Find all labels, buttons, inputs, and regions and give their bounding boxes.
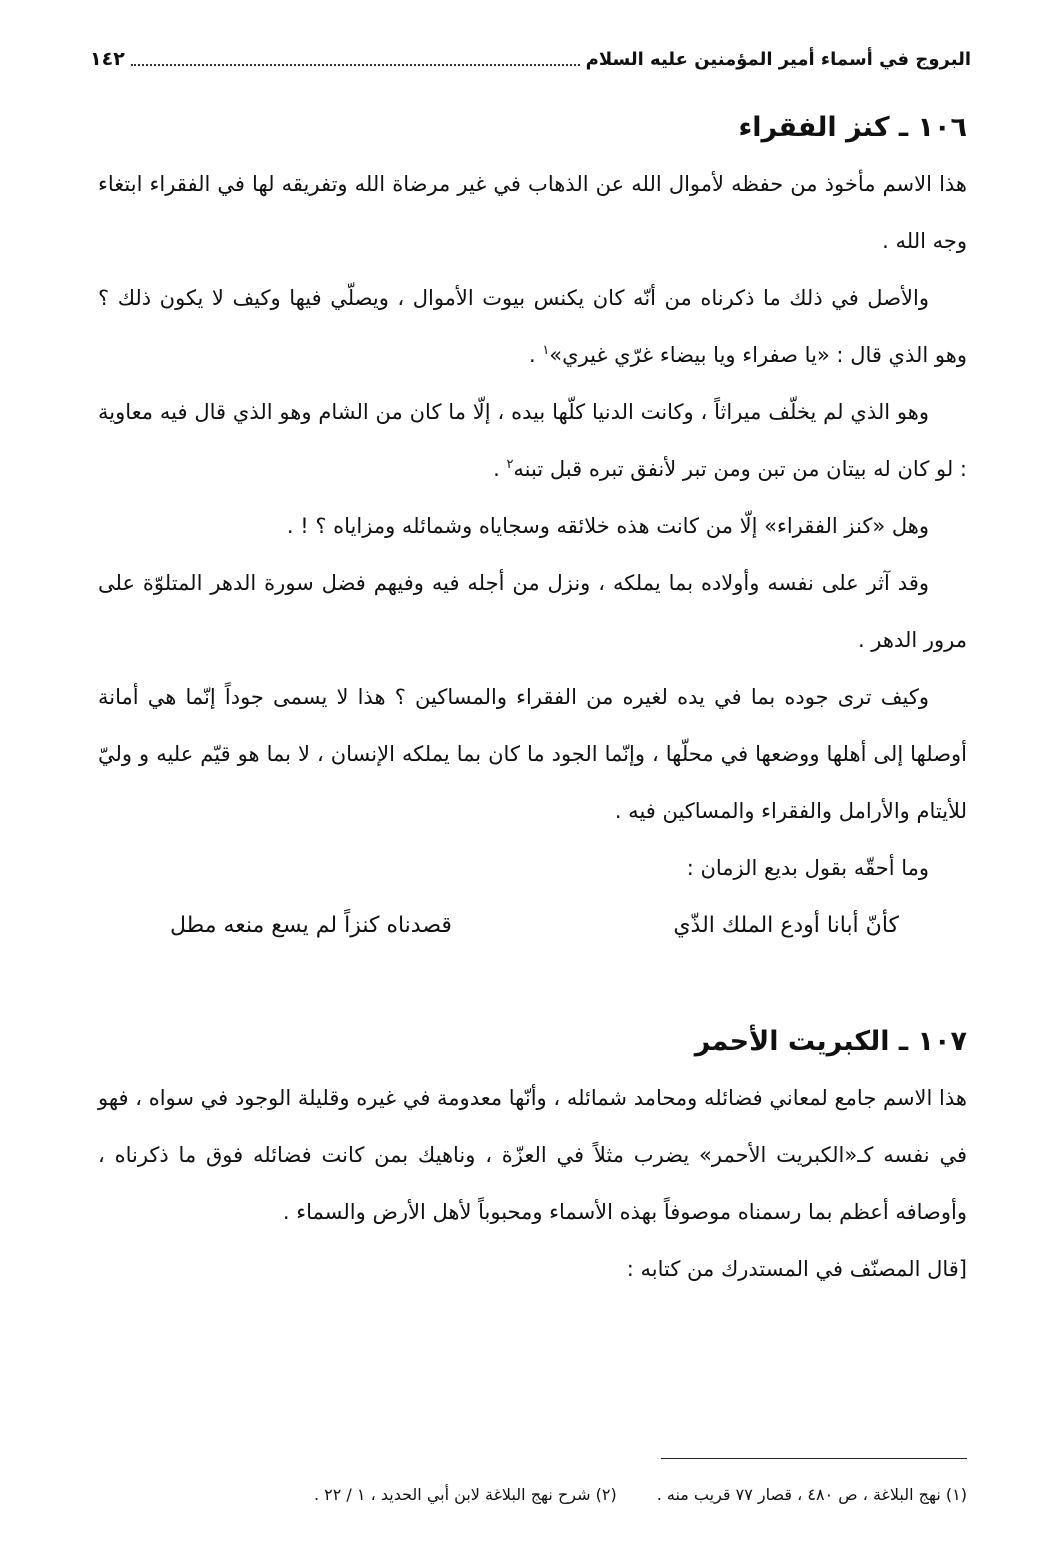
section-106-paragraph-2 [98,270,967,384]
paragraph-2-text: والأصل في ذلك ما ذكرناه من أنّه كان يكنس بيوت الأموال ، ويصلّي فيها وكيف لا يكون ذلك ؟ وهو الذي قال : «يا صفراء ويا بيضاء غرّي غيري» [98,286,967,367]
section-106-heading: ١٠٦ ـ كنز الفقراء [738,112,967,143]
section-106-paragraph-1: هذا الاسم مأخوذ من حفظه لأموال الله عن الذهاب في غير مرضاة الله وتفريقه لها في الفقراء ابتغاء وجه الله . [98,172,967,253]
paragraph-3-text: وهو الذي لم يخلّف ميراثاً ، وكانت الدنيا كلّها بيده ، إلّا ما كان من الشام وهو الذي قال فيه معاوية : لو كان له بيتان من تبن ومن تبر لأنفق تبره قبل تبنه [98,400,967,481]
paragraph-2-end: . [528,343,543,367]
section-107-paragraph-2: [قال المصنّف في المستدرك من كتابه : [626,1257,967,1281]
page-body [98,100,967,1298]
footnote-2: (٢) شرح نهج البلاغة لابن أبي الحديد ، ١ / ٢٢ . [313,1485,617,1504]
section-107-heading: ١٠٧ ـ الكبريت الأحمر [694,1026,967,1057]
section-106-paragraph-5: وقد آثر على نفسه وأولاده بما يملكه ، ونزل من أجله فيه وفيهم فضل سورة الدهر المتلوّة على مرور الدهر . [98,571,967,652]
book-title: البروج في أسماء أمير المؤمنين عليه السلام [585,48,971,70]
section-106-paragraph-7: وما أحقّه بقول بديع الزمان : [686,856,929,880]
paragraph-3-end: . [493,457,507,481]
page-number: ١٤٢ [90,48,125,70]
footnote-1: (١) نهج البلاغة ، ص ٤٨٠ ، قصار ٧٧ قريب منه . [656,1485,967,1504]
header-leader-dots [131,64,580,66]
verse-first-hemistich: كأنّ أبانا أودع الملك الذّي [673,913,899,938]
verse-second-hemistich: قصدناه كنزاً لم يسع منعه مطل [170,913,452,938]
footnote-separator [661,1458,967,1459]
footnotes [160,1482,967,1508]
section-106-paragraph-3 [98,384,967,498]
poetry-verse [98,897,967,954]
footnote-ref-2: ٢ [506,457,514,472]
running-header [90,42,971,76]
section-106-paragraph-4: وهل «كنز الفقراء» إلّا من كانت هذه خلائقه وسجاياه وشمائله ومزاياه ؟ ! . [286,514,929,538]
footnote-ref-1: ١ [542,343,550,358]
section-107-paragraph-1: هذا الاسم جامع لمعاني فضائله ومحامد شمائله ، وأنّها معدومة في غيره وقليلة الوجود في سواه ، فهو في نفسه كـ«الكبريت الأحمر» يضرب مثلاً في العزّة ، وناهيك بمن كانت فضائله فوق ما ذكرناه ، وأوصافه أعظم بما رسمناه موصوفاً بهذه الأسماء ومحبوباً لأهل الأرض والسماء . [98,1086,967,1224]
section-106-paragraph-6: وكيف ترى جوده بما في يده لغيره من الفقراء والمساكين ؟ هذا لا يسمى جوداً إنّما هي أمانة أوصلها إلى أهلها ووضعها في محلّها ، وإنّما الجود ما كان بما يملكه الإنسان ، لا بما هو قيّم عليه و وليّ للأيتام والأرامل والفقراء والمساكين فيه . [98,685,967,823]
